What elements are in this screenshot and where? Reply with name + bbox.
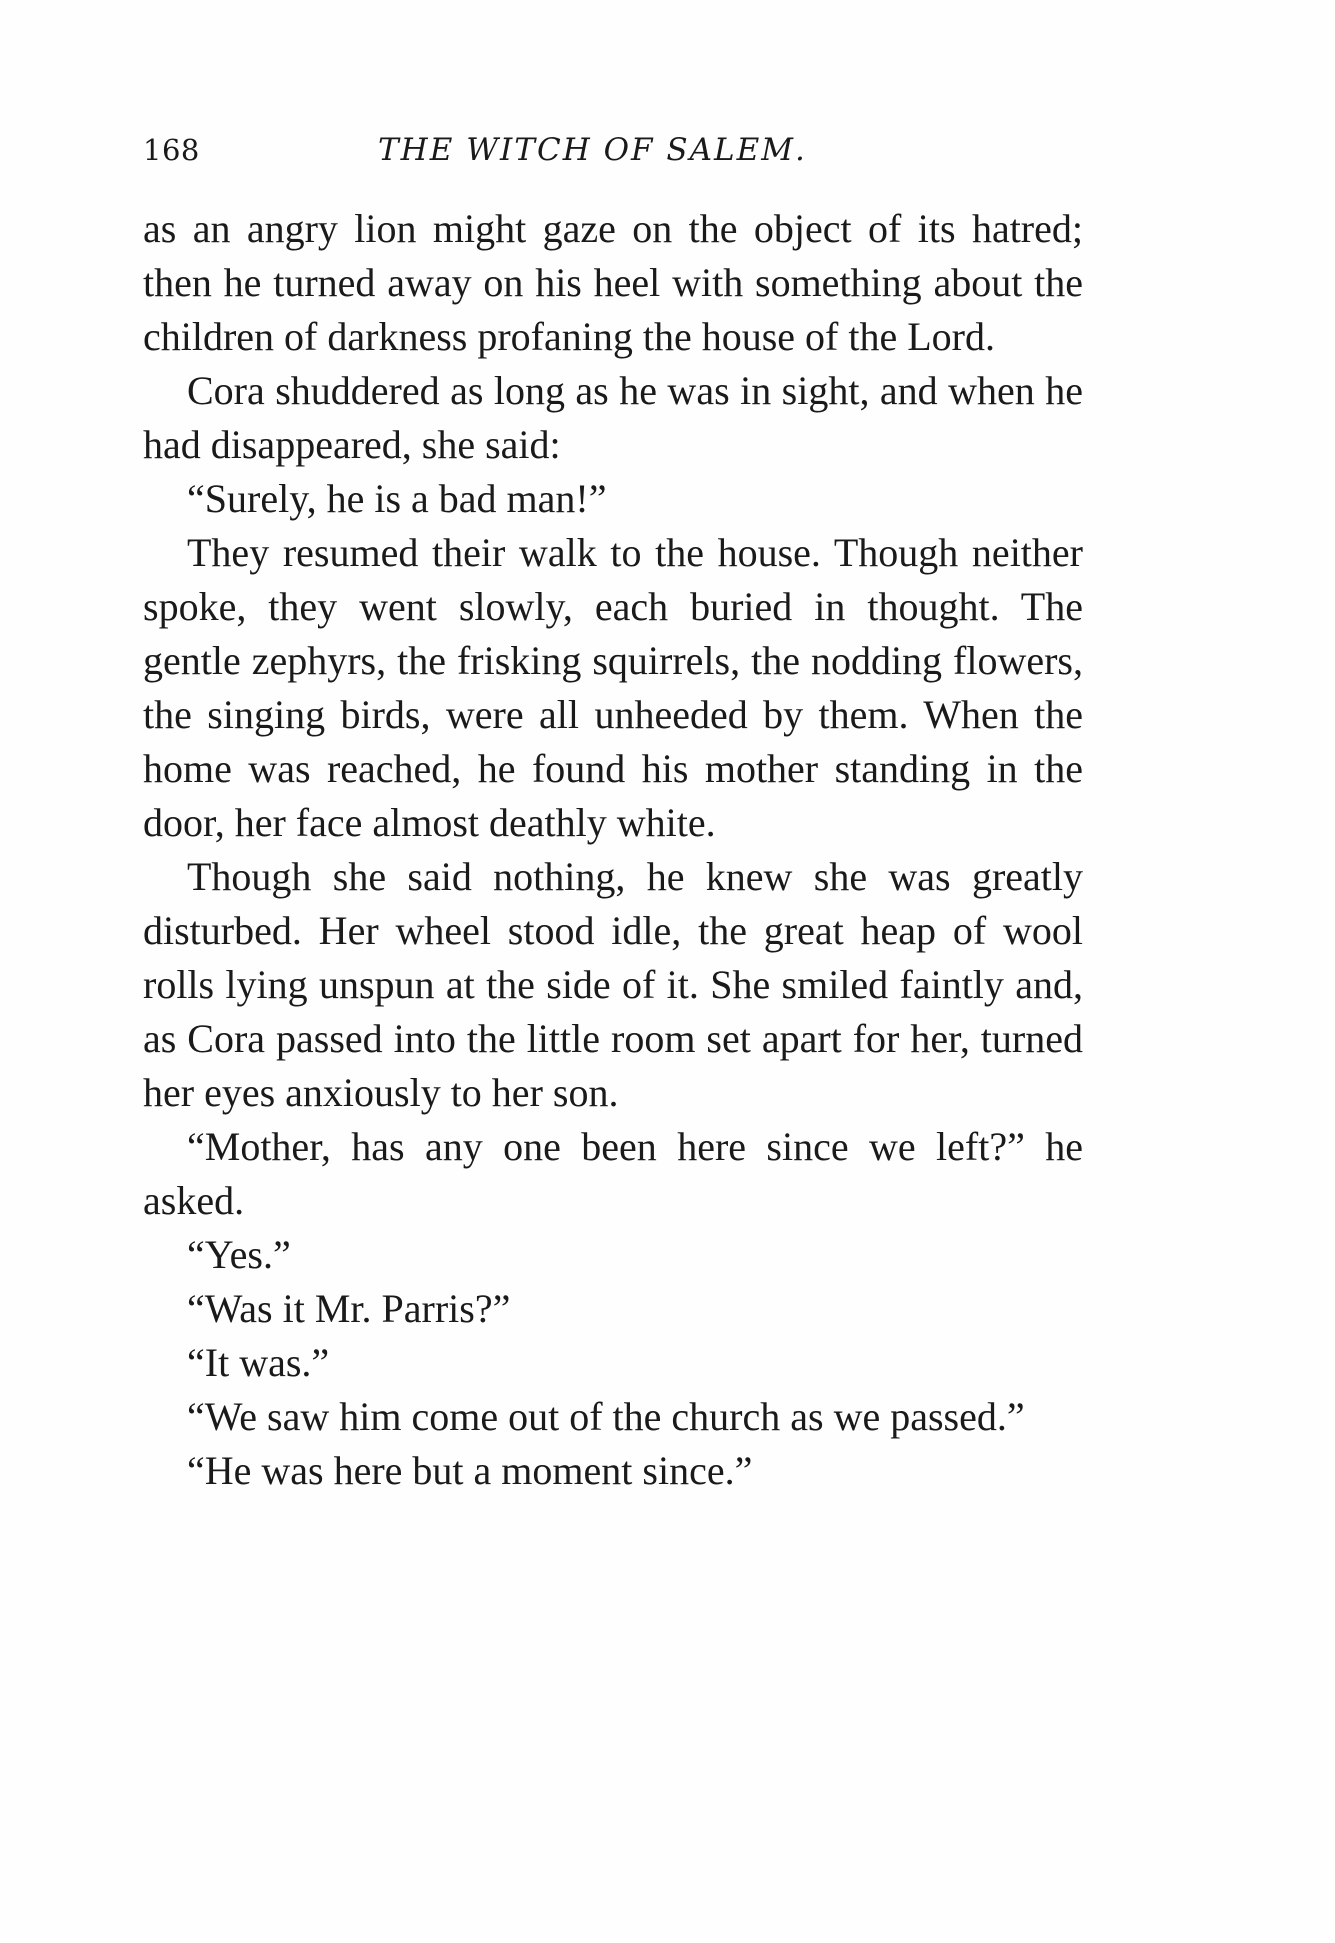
paragraph-7: “Yes.”	[187, 1232, 291, 1277]
paragraph-11: “He was here but a moment since.”	[187, 1448, 753, 1493]
paragraph-4: They resumed their walk to the house. Though neither spoke, they went slowly, each buried in thought. The gentle zephyrs, the frisking squirrels, the nodding flowers, the singing birds, were all unheeded by them. When the home was reached, he found his mother standing in the door, her face almost deathly white.	[143, 530, 1083, 845]
page-number: 168	[143, 133, 200, 167]
page-header	[143, 128, 1083, 172]
paragraph-1: as an angry lion might gaze on the object of its hatred; then he turned away on his heel with something about the children of darkness profaning the house of the Lord.	[143, 206, 1083, 359]
paragraph-9: “It was.”	[187, 1340, 330, 1385]
paragraph-2: Cora shuddered as long as he was in sight, and when he had disappeared, she said:	[143, 368, 1083, 467]
paragraph-5: Though she said nothing, he knew she was greatly disturbed. Her wheel stood idle, the great heap of wool rolls lying unspun at the side of it. She smiled faintly and, as Cora passed into the little room set apart for her, turned her eyes anxiously to her son.	[143, 854, 1083, 1115]
running-title: THE WITCH OF SALEM.	[378, 132, 807, 168]
paragraph-8: “Was it Mr. Parris?”	[187, 1286, 511, 1331]
paragraph-6: “Mother, has any one been here since we left?” he asked.	[143, 1124, 1083, 1223]
body-text	[143, 202, 1083, 1498]
paragraph-3: “Surely, he is a bad man!”	[187, 476, 607, 521]
paragraph-10: “We saw him come out of the church as we passed.”	[187, 1394, 1025, 1439]
